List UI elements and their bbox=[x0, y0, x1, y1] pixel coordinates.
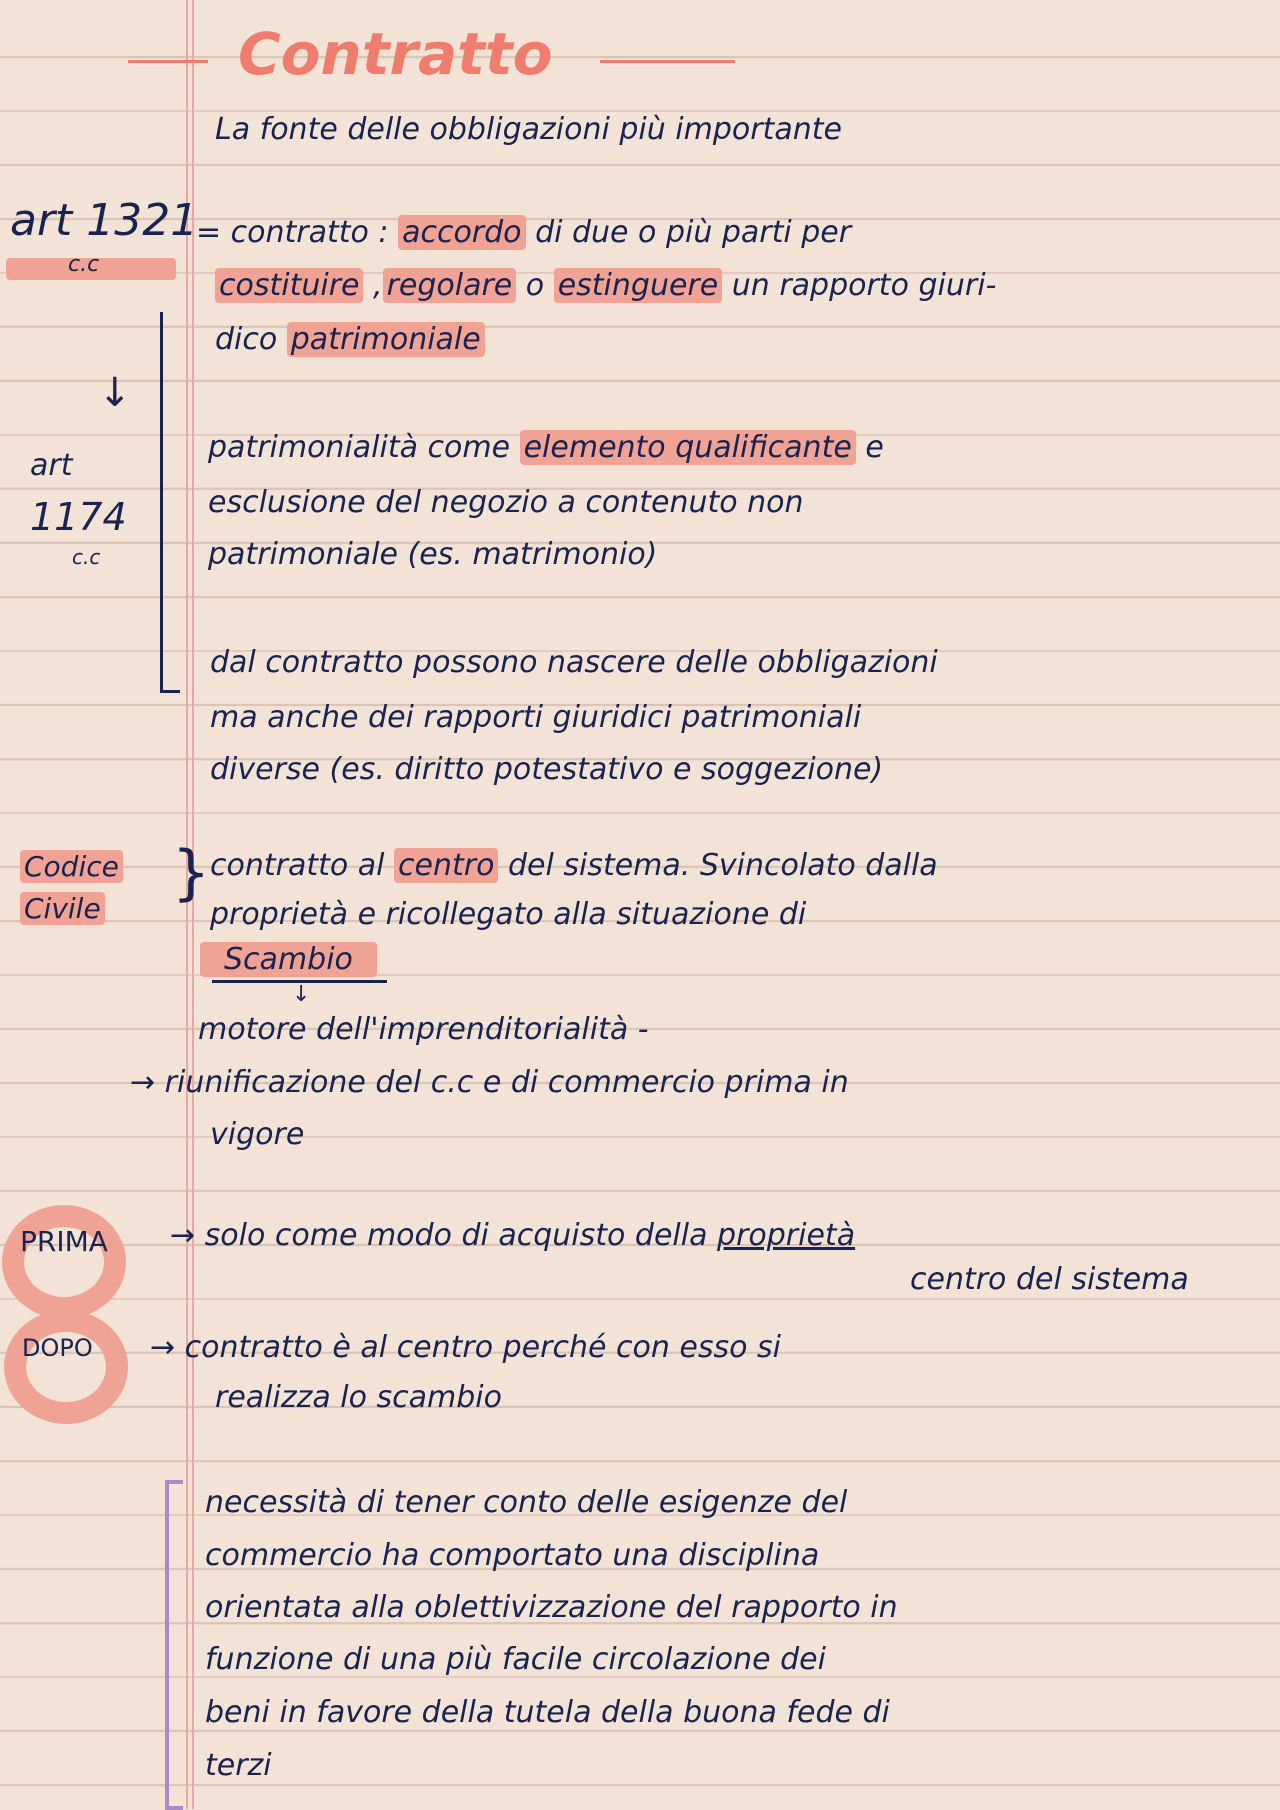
art-1321-label bbox=[10, 195, 198, 246]
definition-line-2 bbox=[215, 268, 996, 303]
definition-text: un rapporto giuri- bbox=[722, 268, 997, 303]
centro-line-4: motore dell'imprenditorialità - bbox=[198, 1012, 649, 1047]
art-1174-label-1: art bbox=[30, 448, 73, 483]
art-1174-label-2: 1174 bbox=[30, 495, 127, 539]
dal-contratto-line-1: dal contratto possono nascere delle obbligazioni bbox=[210, 645, 938, 680]
patrimonialita-line-3: patrimoniale (es. matrimonio) bbox=[208, 537, 658, 572]
bracket-line bbox=[160, 312, 163, 692]
dopo-line-2: realizza lo scambio bbox=[215, 1380, 502, 1415]
dopo-highlight-circle bbox=[4, 1310, 128, 1424]
centro-line-3 bbox=[200, 942, 377, 977]
art-1321-text: art 1321 bbox=[10, 195, 199, 246]
definition-text: , bbox=[363, 268, 383, 303]
prima-highlight-circle bbox=[2, 1205, 126, 1319]
patrimonialita-text: e bbox=[855, 430, 884, 465]
centro-line-2: proprietà e ricollegato alla situazione di bbox=[210, 897, 807, 932]
necessita-line-2: commercio ha comportato una disciplina bbox=[205, 1538, 820, 1573]
definition-text: di due o più parti per bbox=[525, 215, 852, 250]
highlight-scambio: Scambio bbox=[200, 942, 377, 977]
definition-line-1 bbox=[196, 215, 851, 250]
highlight-costituire: costituire bbox=[215, 268, 363, 303]
title-arrow-left bbox=[128, 60, 208, 63]
prima-line-1 bbox=[170, 1218, 855, 1253]
curly-brace-icon: } bbox=[172, 838, 211, 908]
necessita-line-4: funzione di una più facile circolazione dei bbox=[205, 1642, 826, 1677]
centro-line-5: → riunificazione del c.c e di commercio prima in bbox=[130, 1065, 849, 1100]
centro-text: del sistema. Svincolato dalla bbox=[498, 848, 938, 883]
highlight-civile: Civile bbox=[20, 892, 105, 925]
patrimonialita-line-1 bbox=[208, 430, 884, 465]
purple-bracket bbox=[165, 1480, 183, 1810]
definition-line-3 bbox=[215, 322, 485, 357]
bracket-arrow bbox=[160, 690, 180, 693]
necessita-line-5: beni in favore della tutela della buona fede di bbox=[205, 1695, 890, 1730]
highlight-accordo: accordo bbox=[398, 215, 525, 250]
dopo-label: DOPO bbox=[22, 1334, 93, 1362]
necessita-line-1: necessità di tener conto delle esigenze del bbox=[205, 1485, 848, 1520]
small-down-arrow-icon: ↓ bbox=[292, 982, 311, 1007]
highlight-centro: centro bbox=[394, 848, 498, 883]
codice-civile-label-1 bbox=[20, 850, 123, 883]
necessita-line-6: terzi bbox=[205, 1748, 272, 1783]
art-1174-cc: c.c bbox=[72, 545, 101, 569]
prima-underline-proprieta: proprietà bbox=[717, 1218, 856, 1253]
definition-text: o bbox=[516, 268, 554, 303]
patrimonialita-text: patrimonialità come bbox=[208, 430, 520, 465]
definition-text: dico bbox=[215, 322, 287, 357]
highlight-codice: Codice bbox=[20, 850, 123, 883]
highlight-regolare: regolare bbox=[383, 268, 517, 303]
dal-contratto-line-2: ma anche dei rapporti giuridici patrimoniali bbox=[210, 700, 862, 735]
art-1321-cc: c.c bbox=[68, 252, 100, 277]
dal-contratto-line-3: diverse (es. diritto potestativo e soggezione) bbox=[210, 752, 884, 787]
necessita-line-3: orientata alla oblettivizzazione del rapporto in bbox=[205, 1590, 898, 1625]
prima-line-2: centro del sistema bbox=[910, 1262, 1189, 1297]
prima-label: PRIMA bbox=[20, 1225, 108, 1258]
patrimonialita-line-2: esclusione del negozio a contenuto non bbox=[208, 485, 804, 520]
page-title: Contratto bbox=[238, 20, 553, 88]
highlight-patrimoniale: patrimoniale bbox=[287, 322, 485, 357]
definition-text: = contratto : bbox=[196, 215, 399, 250]
codice-civile-label-2 bbox=[20, 892, 105, 925]
highlight-elemento-qualificante: elemento qualificante bbox=[520, 430, 856, 465]
dopo-line-1: → contratto è al centro perché con esso si bbox=[150, 1330, 781, 1365]
prima-text: → solo come modo di acquisto della bbox=[170, 1218, 718, 1253]
title-arrow-right bbox=[600, 60, 735, 63]
centro-line-6: vigore bbox=[210, 1117, 305, 1152]
subtitle: La fonte delle obbligazioni più importante bbox=[215, 112, 842, 147]
centro-text: contratto al bbox=[210, 848, 395, 883]
down-arrow-icon: ↓ bbox=[98, 370, 132, 416]
centro-line-1 bbox=[210, 848, 938, 883]
highlight-estinguere: estinguere bbox=[554, 268, 723, 303]
